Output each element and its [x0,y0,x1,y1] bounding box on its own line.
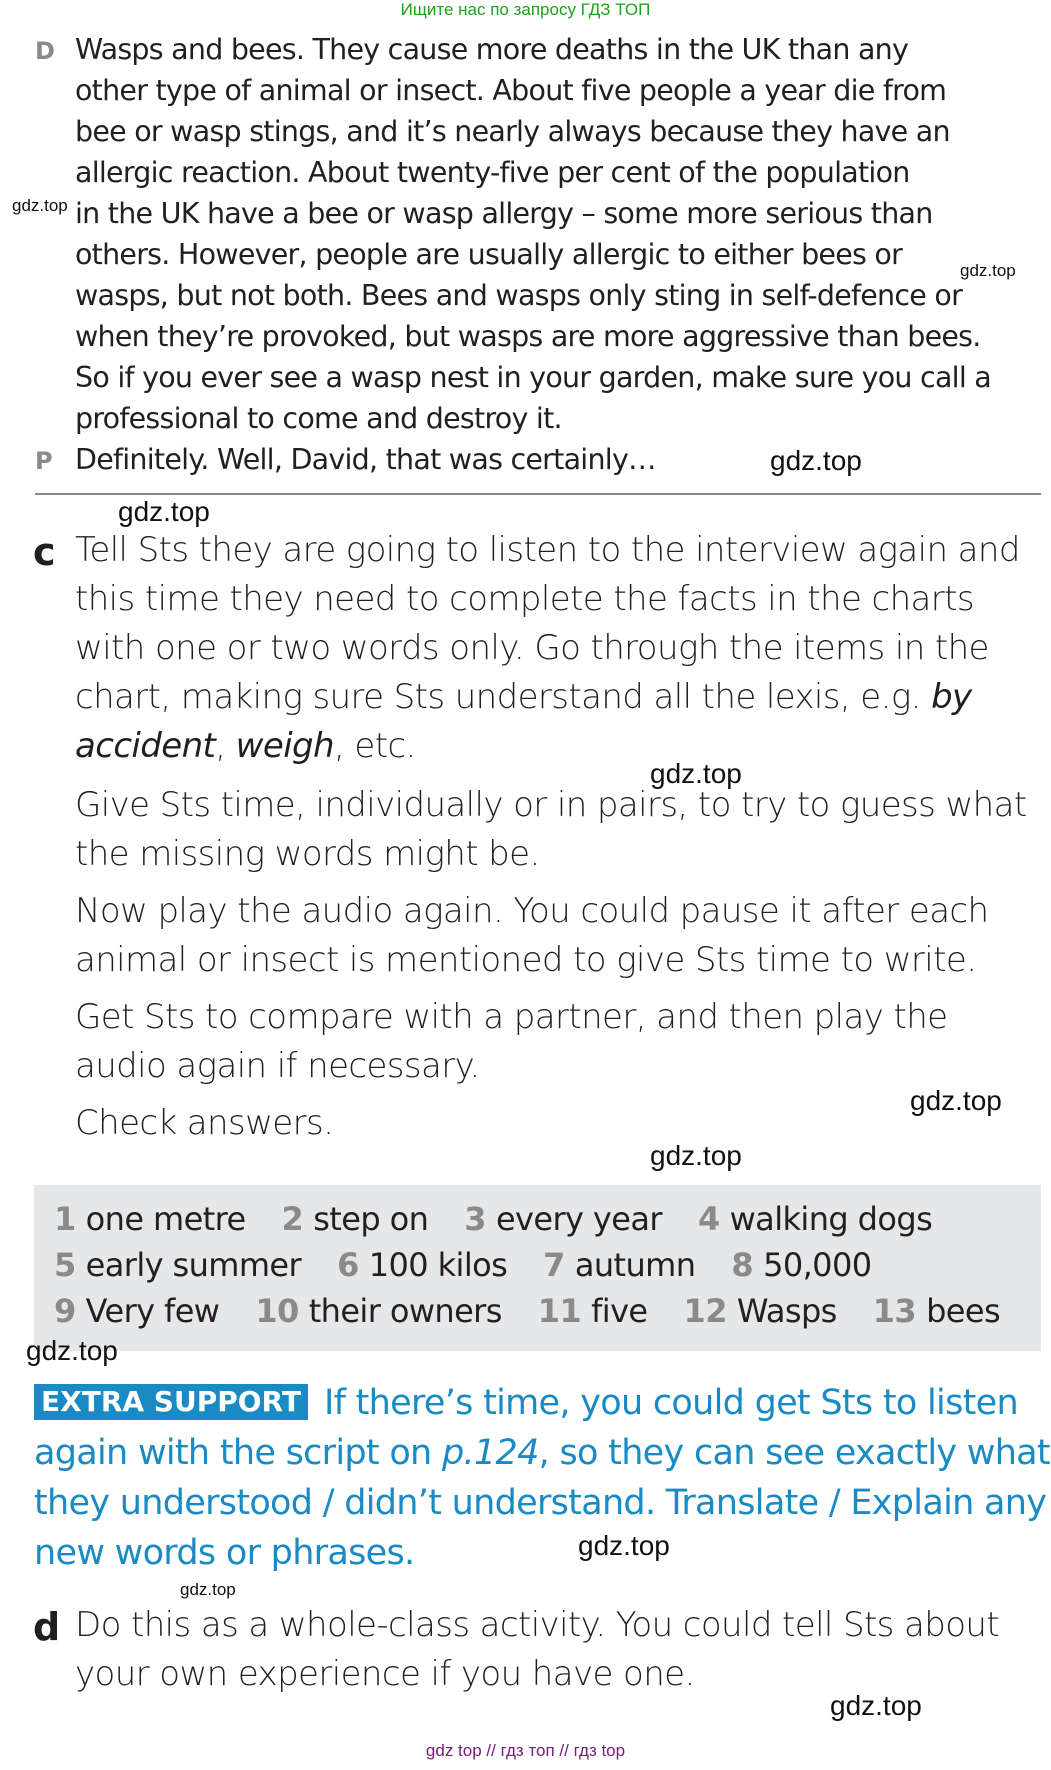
extra-support-text: , so they can see exactly what [538,1433,1050,1473]
instruction-line: your own experience if you have one. [75,1654,695,1694]
instruction-line: animal or insect is mentioned to give Sts time to write. [75,940,977,980]
instruction-line [75,726,416,766]
page-reference: p.124 [441,1433,539,1473]
instruction-line [75,677,972,717]
answer-number: 8 [731,1246,754,1284]
extra-support-line [34,1383,1018,1423]
answer-number: 3 [464,1200,486,1238]
top-banner[interactable]: Ищите нас по запросу ГДЗ ТОП [400,0,651,19]
lexis-example: accident [75,726,216,766]
instruction-line: Tell Sts they are going to listen to the interview again and [75,530,1020,570]
answer-text: 50,000 [763,1246,872,1284]
extra-support-label: EXTRA SUPPORT [34,1384,308,1420]
transcript-line: other type of animal or insect. About five people a year die from [75,74,947,107]
answer-text: bees [926,1292,1001,1330]
transcript-line: others. However, people are usually allergic to either bees or [75,238,903,271]
extra-support-text: If there’s time, you could get Sts to listen [323,1383,1018,1423]
answer-item [698,1200,932,1238]
instruction-line: Check answers. [75,1103,334,1143]
answer-item [684,1292,837,1330]
watermark: gdz.top [830,1690,922,1721]
watermark: gdz.top [910,1085,1002,1116]
instruction-line: the missing words might be. [75,834,540,874]
transcript-line: Wasps and bees. They cause more deaths in the UK than any [75,33,909,66]
answer-number: 5 [54,1246,76,1284]
answer-number: 13 [872,1292,917,1330]
answer-number: 2 [281,1200,304,1238]
instruction-text: chart, making sure Sts understand all the lexis, e.g. [75,677,932,717]
extra-support-line [34,1433,1050,1473]
watermark: gdz.top [960,261,1016,280]
instruction-text: , [215,726,236,766]
answer-text: step on [313,1200,429,1238]
transcript-line: So if you ever see a wasp nest in your garden, make sure you call a [75,361,992,394]
answer-item [543,1246,695,1284]
transcript-line-p: Definitely. Well, David, that was certainly… [75,443,656,476]
answer-number: 7 [543,1246,565,1284]
answer-number: 4 [697,1200,720,1238]
section-divider [35,493,1041,495]
bottom-banner[interactable]: gdz top // гдз топ // гдз top [425,1741,626,1760]
watermark: gdz.top [770,445,862,476]
answer-row [54,1292,1036,1330]
watermark: gdz.top [12,196,68,215]
answer-item [54,1246,301,1284]
answer-text: Wasps [736,1292,837,1330]
answer-text: early summer [85,1246,302,1284]
answer-number: 11 [537,1292,582,1330]
instruction-line: Give Sts time, individually or in pairs, to try to guess what [75,785,1027,825]
answer-number: 10 [255,1292,299,1330]
answer-number: 9 [54,1292,76,1330]
watermark: gdz.top [118,496,210,527]
speaker-d-label: D [35,37,55,65]
answer-text: walking dogs [729,1200,933,1238]
transcript-line: when they’re provoked, but wasps are more aggressive than bees. [75,320,981,353]
lexis-example: weigh [235,726,334,766]
instruction-line: this time they need to complete the facts in the charts [75,579,974,619]
answer-row [54,1246,907,1284]
watermark: gdz.top [578,1530,670,1561]
transcript-line: wasps, but not both. Bees and wasps only sting in self-defence or [75,279,963,312]
answer-text: one metre [85,1200,246,1238]
answer-text: their owners [308,1292,502,1330]
answer-text: Very few [85,1292,220,1330]
answer-text: every year [495,1200,662,1238]
watermark: gdz.top [26,1335,118,1366]
answer-item [54,1292,219,1330]
instruction-line: Get Sts to compare with a partner, and then play the [75,997,948,1037]
watermark: gdz.top [650,1140,742,1171]
section-letter-d: d [33,1605,61,1649]
transcript-line: allergic reaction. About twenty-five per cent of the population [75,156,910,189]
answer-item [464,1200,662,1238]
instruction-line: Do this as a whole-class activity. You could tell Sts about [75,1605,1000,1645]
answer-row [54,1200,968,1238]
lexis-example: by [931,677,972,717]
answer-number: 1 [54,1200,76,1238]
answer-item [538,1292,648,1330]
extra-support-text: again with the script on [34,1433,442,1473]
instruction-line: audio again if necessary. [75,1046,480,1086]
speaker-p-label: P [35,447,53,475]
answer-item [255,1292,501,1330]
answer-text: autumn [574,1246,696,1284]
answer-item [731,1246,871,1284]
transcript-line: in the UK have a bee or wasp allergy – some more serious than [75,197,933,230]
watermark: gdz.top [180,1580,236,1599]
answer-text: 100 kilos [368,1246,508,1284]
answer-number: 6 [337,1246,359,1284]
section-letter-c: c [33,530,56,574]
extra-support-line: they understood / didn’t understand. Translate / Explain any [34,1483,1047,1523]
answer-item [873,1292,1000,1330]
instruction-line: with one or two words only. Go through the items in the [75,628,989,668]
answer-item [337,1246,507,1284]
extra-support-line: new words or phrases. [34,1533,415,1573]
transcript-line: bee or wasp stings, and it’s nearly always because they have an [75,115,950,148]
answer-item [54,1200,246,1238]
instruction-text: , etc. [333,726,416,766]
answer-number: 12 [683,1292,727,1330]
instruction-line: Now play the audio again. You could pause it after each [75,891,989,931]
transcript-line: professional to come and destroy it. [75,402,562,435]
answer-item [282,1200,429,1238]
answer-text: five [591,1292,648,1330]
watermark: gdz.top [650,758,742,789]
